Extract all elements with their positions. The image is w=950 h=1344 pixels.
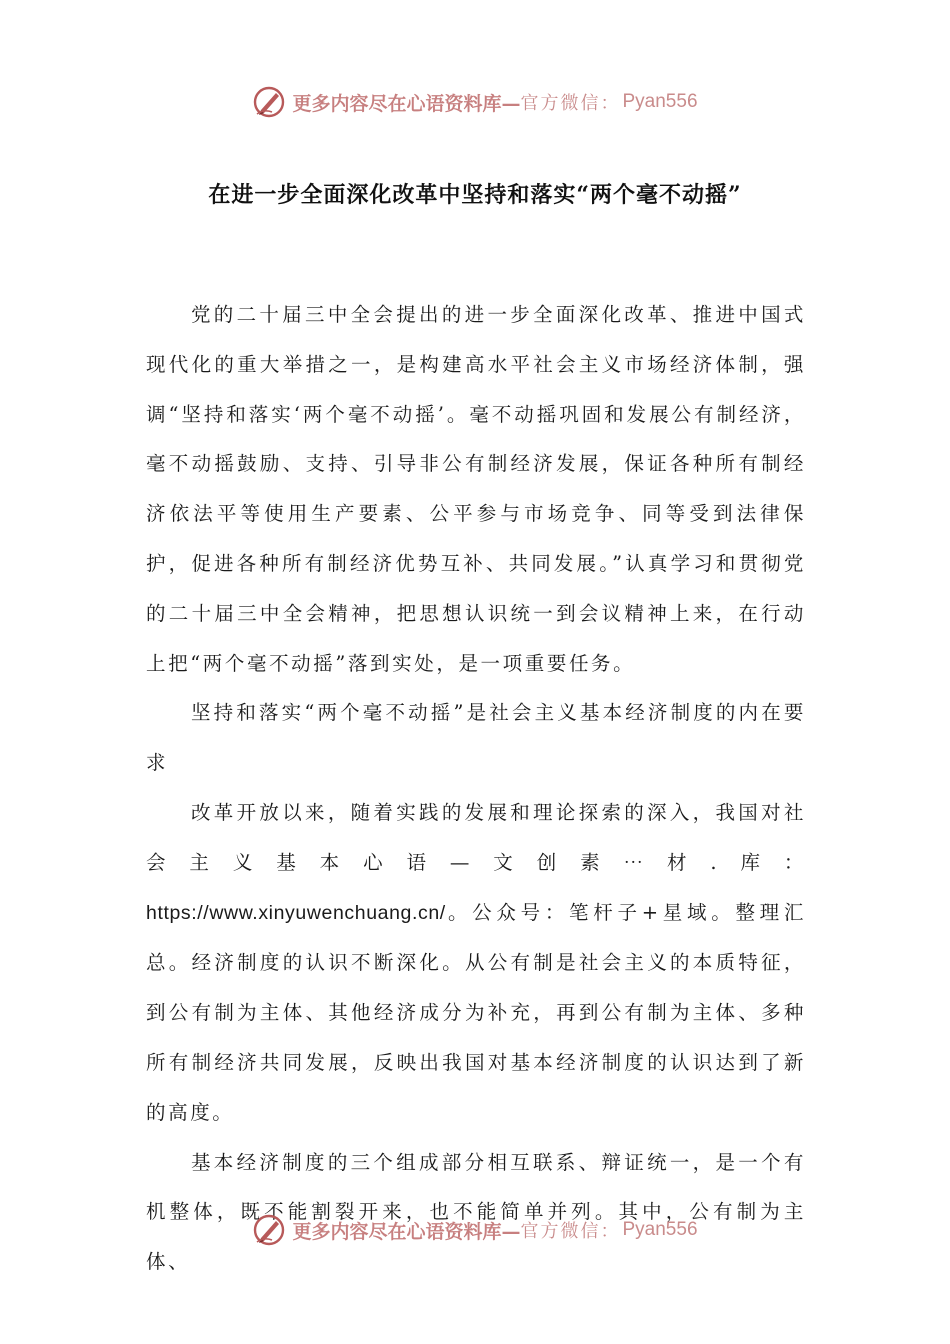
website-url: https://www.xinyuwenchuang.cn/ (146, 901, 446, 924)
header-banner (0, 82, 950, 122)
section-heading-paragraph: 坚持和落实“两个毫不动摇”是社会主义基本经济制度的内在要求 (146, 701, 806, 775)
banner-wechat-label: 官方微信： (520, 1221, 621, 1242)
banner-wechat-id: Pyan556 (622, 1219, 698, 1240)
banner-wechat-label: 官方微信： (520, 93, 621, 114)
pen-logo-icon (252, 85, 286, 119)
para3-text-before: 改革开放以来，随着实践的发展和理论探索的深入，我国对社会主义基本心语—文创素⋯材.库： (146, 800, 806, 874)
document-body (146, 290, 806, 1287)
document-title: 在进一步全面深化改革中坚持和落实“两个毫不动摇” (208, 182, 742, 208)
paragraph: 党的二十届三中全会提出的进一步全面深化改革、推进中国式现代化的重大举措之一，是构建高水平社会主义市场经济体制，强调“坚持和落实‘两个毫不动摇’。毫不动摇巩固和发展公有制经济，毫不动摇鼓励、支持、引导非公有制经济发展，保证各种所有制经济依法平等使用生产要素、公平参与市场竞争、同等受到法律保护，促进各种所有制经济优势互补、共同发展。”认真学习和贯彻党的二十届三中全会精神，把思想认识统一到会议精神上来，在行动上把“两个毫不动摇”落到实处，是一项重要任务。 (146, 303, 806, 675)
para3-text-after: 。公众号：笔杆子+星域。整理汇总。经济制度的认识不断深化。从公有制是社会主义的本质特征，到公有制为主体、其他经济成分为补充，再到公有制为主体、多种所有制经济共同发展，反映出我国对基本经济制度的认识达到了新的高度。 (146, 900, 806, 1124)
paragraph: 基本经济制度的三个组成部分相互联系、辩证统一，是一个有机整体，既不能割裂开来，也不能简单并列。其中，公有制为主体、 (146, 1150, 806, 1274)
banner-wechat-id: Pyan556 (622, 91, 698, 112)
banner-main-text: 更多内容尽在心语资料库— (292, 1220, 521, 1243)
paragraph-with-url (146, 788, 806, 1138)
pen-logo-icon (252, 1213, 286, 1247)
footer-banner (0, 1210, 950, 1250)
banner-main-text: 更多内容尽在心语资料库— (292, 92, 521, 115)
